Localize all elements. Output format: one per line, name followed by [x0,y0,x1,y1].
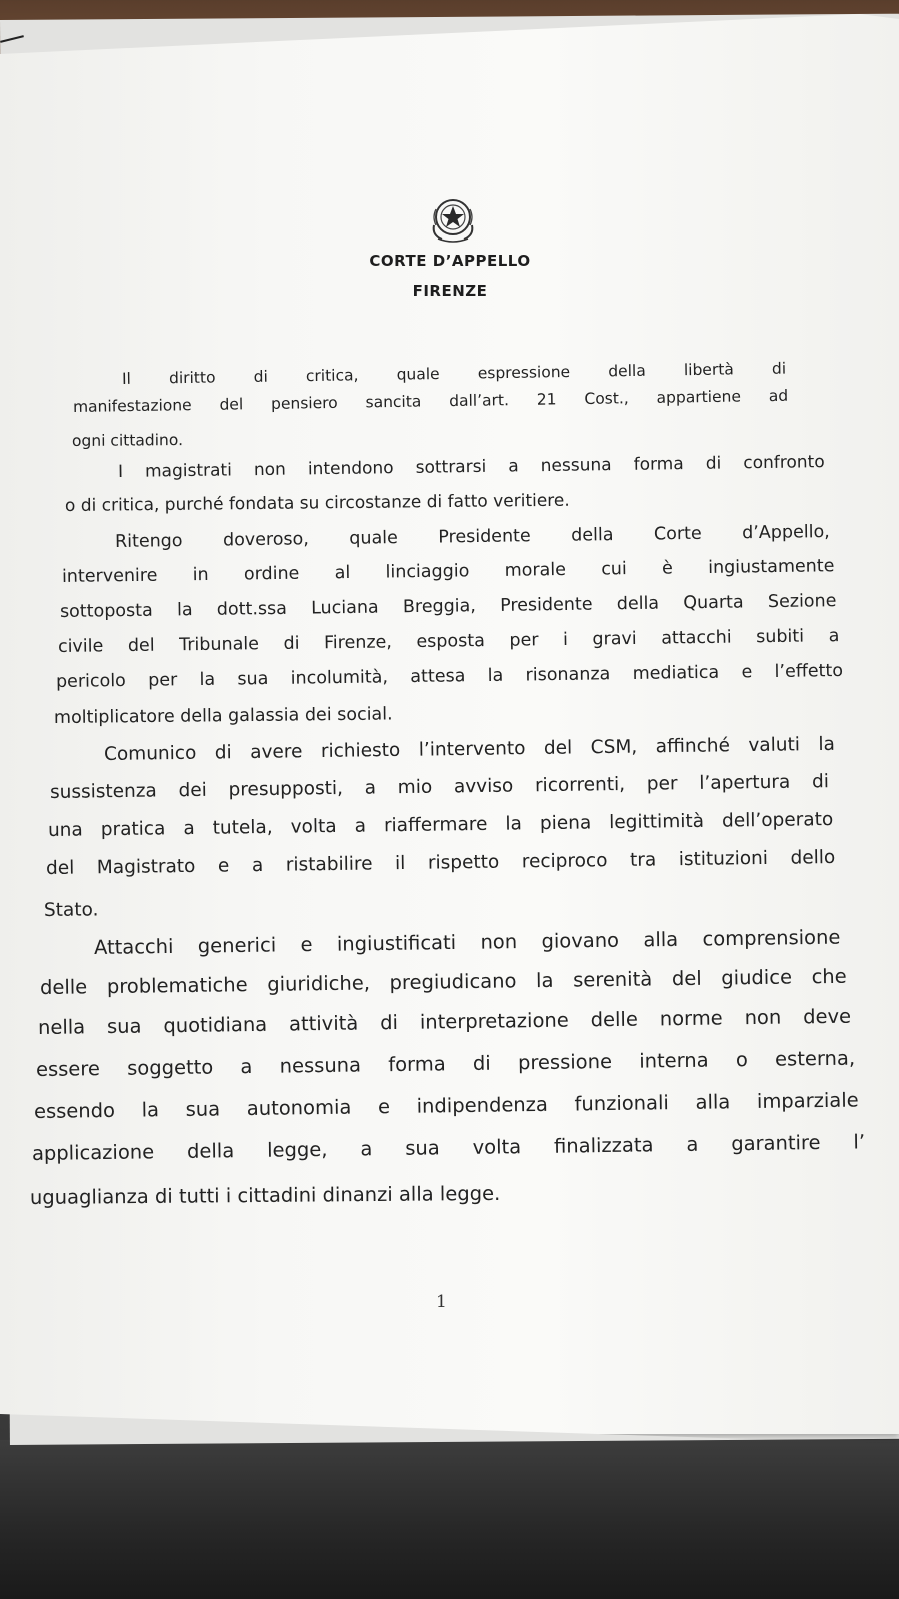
text-line: una pratica a tutela, volta a riaffermare la piena legittimità dell’operato [47,809,834,841]
court-city: FIRENZE [412,282,488,300]
text-line: applicazione della legge, a sua volta finalizzata a garantire l’ [31,1130,866,1165]
court-title: CORTE D’APPELLO [369,252,531,270]
text-line: Attacchi generici e ingiustificati non giovano alla comprensione [93,925,841,959]
text-line: uguaglianza di tutti i cittadini dinanzi alla legge. [29,1181,501,1209]
text-line: Ritengo doveroso, quale Presidente della Corte d’Appello, [114,522,830,552]
text-line: essere soggetto a nessuna forma di pressione interna o esterna, [35,1046,856,1081]
text-line: del Magistrato e a ristabilire il rispetto reciproco tra istituzioni dello [45,846,836,879]
text-line: sussistenza dei presupposti, a mio avviso ricorrenti, per l’apertura di [49,771,830,803]
text-line: sottoposta la dott.ssa Luciana Breggia, Presidente della Quarta Sezione [59,591,837,622]
text-line: Stato. [43,899,99,921]
text-line: pericolo per la sua incolumità, attesa la risonanza mediatica e l’effetto [55,661,844,692]
text-line: I magistrati non intendono sottrarsi a nessuna forma di confronto [117,452,825,482]
text-line: intervenire in ordine al linciaggio morale cui è ingiustamente [61,556,835,587]
text-line: ogni cittadino. [71,431,184,450]
text-line: o di critica, purché fondata su circostanze di fatto veritiere. [64,490,570,516]
text-line: Il diritto di critica, quale espressione della libertà di [121,359,787,388]
text-line: Comunico di avere richiesto l’intervento del CSM, affinché valuti la [103,733,836,765]
text-line: essendo la sua autonomia e indipendenza funzionali alla imparziale [33,1088,859,1123]
text-line: nella sua quotidiana attività di interpretazione delle norme non deve [37,1004,852,1039]
text-line: delle problematiche giuridiche, pregiudicano la serenità del giudice che [39,964,847,999]
text-line: civile del Tribunale di Firenze, esposta per i gravi attacchi subiti a [57,626,840,657]
text-line: moltiplicatore della galassia dei social. [53,704,393,728]
page-number: 1 [436,1292,447,1312]
text-line: manifestazione del pensiero sancita dall’art. 21 Cost., appartiene ad [72,386,789,416]
